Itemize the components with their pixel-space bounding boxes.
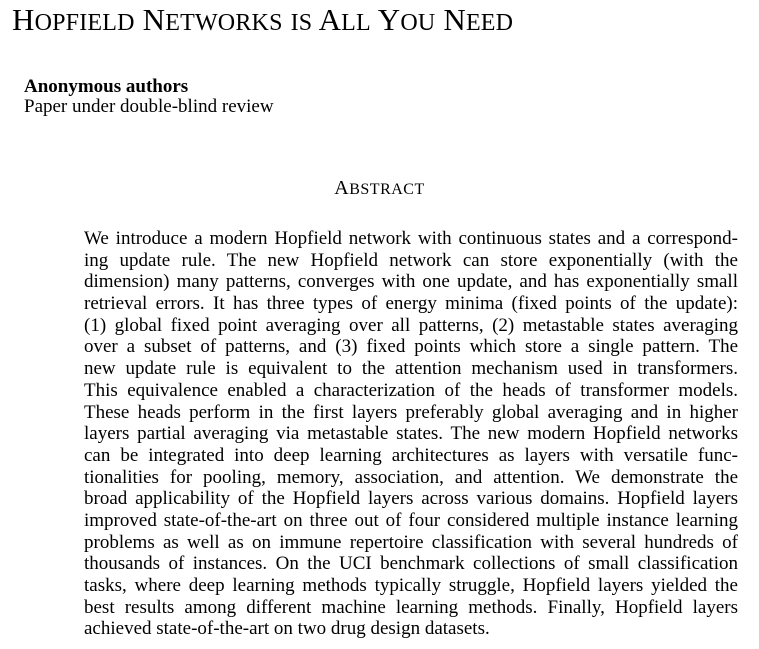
- abstract-line: improved state-of-the-art on three out of four considered multiple instance learning: [84, 509, 738, 531]
- abstract-line: over a subset of patterns, and (3) fixed points which store a single pattern. The: [84, 336, 738, 358]
- paper-title: [12, 2, 513, 41]
- author-block: [24, 77, 274, 117]
- abstract-body: [84, 228, 738, 640]
- abstract-line: new update rule is equivalent to the attention mechanism used in transformers.: [84, 358, 738, 380]
- abstract-line: This equivalence enabled a characterization of the heads of transformer models.: [84, 379, 738, 401]
- abstract-line: We introduce a modern Hopfield network with continuous states and a correspond-: [84, 228, 738, 249]
- abstract-line: thousands of instances. On the UCI benchmark collections of small classification: [84, 553, 738, 575]
- abstract-line: broad applicability of the Hopfield layers across various domains. Hopfield layers: [84, 488, 738, 510]
- abstract-heading: ABSTRACT: [334, 177, 425, 199]
- abstract-line: achieved state-of-the-art on two drug design datasets.: [84, 618, 490, 640]
- abstract-line: These heads perform in the first layers preferably global averaging and in higher: [84, 401, 738, 423]
- abstract-line: dimension) many patterns, converges with one update, and has exponentially small: [84, 271, 738, 293]
- title-word: ALL: [318, 2, 371, 37]
- author-affiliation: Paper under double-blind review: [24, 96, 274, 117]
- title-word: HOPFIELD: [12, 2, 135, 37]
- abstract-line: best results among different machine learning methods. Finally, Hopfield layers: [84, 596, 738, 618]
- author-names: Anonymous authors: [24, 76, 189, 97]
- abstract-line: tasks, where deep learning methods typically struggle, Hopfield layers yielded the: [84, 575, 738, 596]
- title-word: NEED: [443, 2, 514, 37]
- abstract-line: ing update rule. The new Hopfield network can store exponentially (with the: [84, 249, 738, 271]
- title-word: YOU: [377, 2, 436, 37]
- title-word: NETWORKS: [142, 2, 283, 37]
- abstract-line: problems as well as on immune repertoire classification with several hundreds of: [84, 531, 738, 553]
- abstract-line: tionalities for pooling, memory, association, and attention. We demonstrate the: [84, 466, 738, 488]
- abstract-line: retrieval errors. It has three types of energy minima (fixed points of the update):: [84, 293, 738, 315]
- abstract-line: (1) global fixed point averaging over all patterns, (2) metastable states averaging: [84, 314, 738, 336]
- title-word: IS: [290, 10, 313, 36]
- abstract-line: layers partial averaging via metastable states. The new modern Hopfield networks: [84, 423, 738, 445]
- abstract-line: can be integrated into deep learning architectures as layers with versatile func-: [84, 444, 738, 466]
